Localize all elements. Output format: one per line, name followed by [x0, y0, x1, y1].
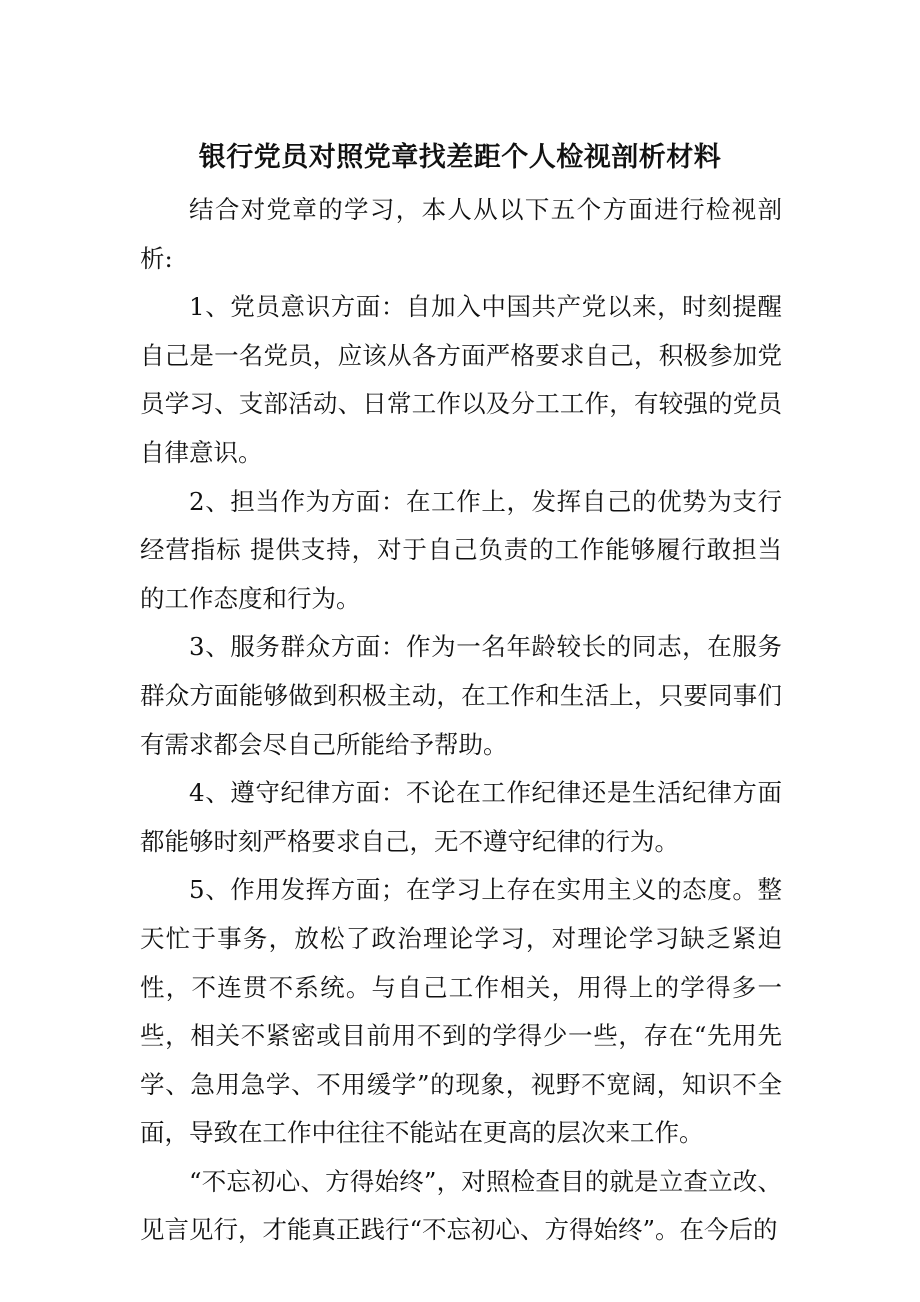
paragraph-closing: “不忘初心、方得始终”，对照检查目的就是立查立改、见言见行，才能真正践行“不忘初心、方得始终”。在今后的 — [140, 1166, 782, 1245]
intro-paragraph: 结合对党章的学习，本人从以下五个方面进行检视剖析: — [140, 195, 782, 273]
paragraph-responsibility: 2、担当作为方面：在工作上，发挥自己的优势为支行经营指标 提供支持，对于自己负责的工作能够履行敢担当的工作态度和行为。 — [140, 486, 782, 613]
paragraph-serving-masses: 3、服务群众方面：作为一名年龄较长的同志，在服务群众方面能够做到积极主动，在工作和生活上，只要同事们有需求都会尽自己所能给予帮助。 — [140, 632, 782, 759]
document-body — [140, 186, 782, 1255]
paragraph-party-awareness: 1、党员意识方面：自加入中国共产党以来，时刻提醒自己是一名党员，应该从各方面严格要求自己，积极参加党员学习、支部活动、日常工作以及分工工作，有较强的党员自律意识。 — [140, 292, 782, 467]
paragraph-discipline: 4、遵守纪律方面：不论在工作纪律还是生活纪律方面都能够时刻严格要求自己，无不遵守纪律的行为。 — [140, 778, 782, 856]
document-title: 银行党员对照党章找差距个人检视剖析材料 — [198, 142, 722, 173]
paragraph-role: 5、作用发挥方面；在学习上存在实用主义的态度。整天忙于事务，放松了政治理论学习，对理论学习缺乏紧迫性，不连贯不系统。与自己工作相关，用得上的学得多一些，相关不紧密或目前用不到的学得少一些，存在“先用先学、急用急学、不用缓学”的现象，视野不宽阔，知识不全面，导致在工作中往往不能站在更高的层次来工作。 — [140, 875, 782, 1148]
